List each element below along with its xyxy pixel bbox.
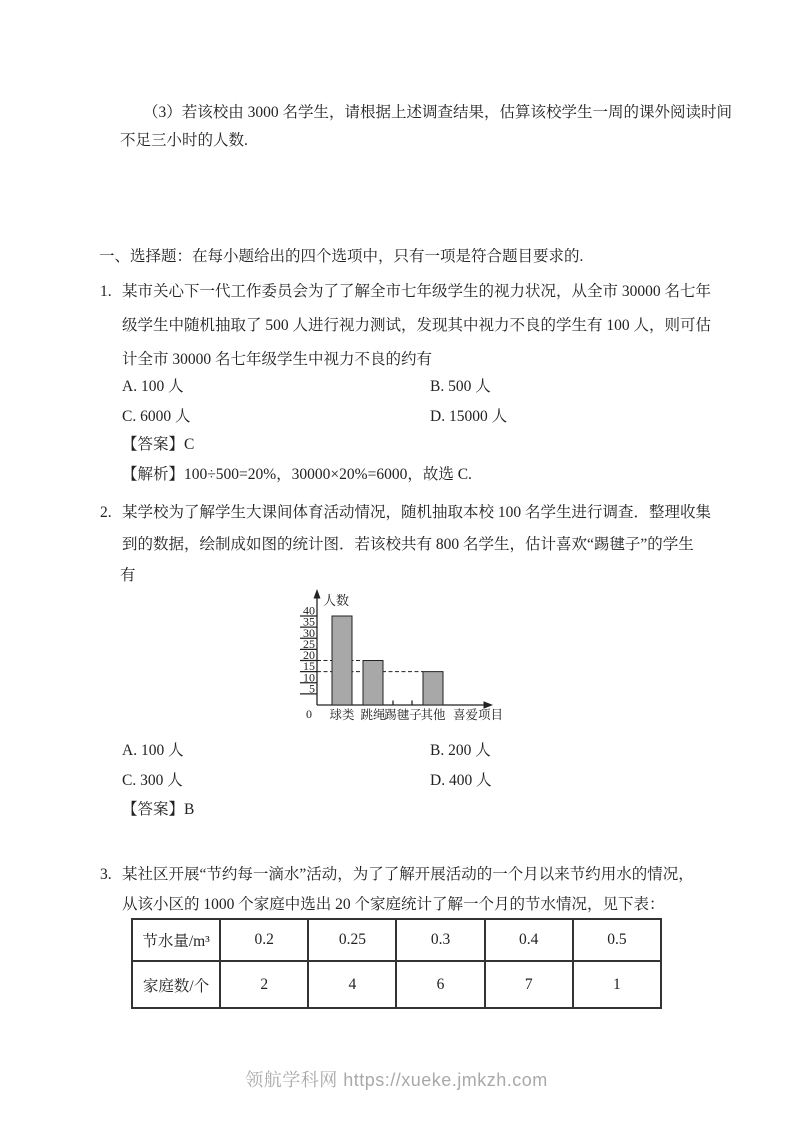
q1-answer	[122, 435, 194, 456]
table-header-cell: 家庭数/个	[132, 961, 220, 1008]
q2-line-2: 到的数据，绘制成如图的统计图．若该校共有 800 名学生，估计喜欢“踢毽子”的学生	[122, 536, 694, 553]
svg-text:喜爱项目: 喜爱项目	[452, 708, 504, 722]
svg-text:踢毽子: 踢毽子	[384, 708, 422, 722]
table-cell: 0.2	[220, 919, 308, 961]
footer-watermark: 领航学科网 https://xueke.jmkzh.com	[245, 1070, 548, 1090]
svg-text:人数: 人数	[323, 593, 350, 608]
activity-bar-chart	[285, 588, 505, 730]
q2-option-d: D. 400 人	[430, 772, 492, 789]
q3-line-2: 从该小区的 1000 个家庭中选出 20 个家庭统计了解一个月的节水情况，见下表：	[122, 896, 665, 913]
table-cell: 2	[220, 961, 308, 1008]
svg-text:跳绳: 跳绳	[360, 708, 386, 722]
svg-text:20: 20	[303, 648, 315, 662]
table-row	[132, 961, 661, 1008]
intro-line-2: 不足三小时的人数.	[120, 132, 248, 149]
svg-text:5: 5	[309, 681, 315, 696]
table-cell: 7	[485, 961, 573, 1008]
q2-answer	[122, 800, 194, 821]
q2-answer-value: B	[184, 801, 195, 818]
q1-analysis-label: 【解析】	[122, 466, 185, 483]
svg-text:球类: 球类	[329, 708, 355, 722]
q1-option-c: C. 6000 人	[122, 408, 191, 425]
q1-answer-label: 【答案】	[122, 436, 185, 453]
q2-answer-label: 【答案】	[122, 801, 185, 818]
q3-number: 3.	[100, 866, 112, 883]
q1-option-a: A. 100 人	[122, 378, 184, 395]
table-cell: 6	[396, 961, 484, 1008]
q2-option-c: C. 300 人	[122, 772, 183, 789]
q1-answer-value: C	[184, 436, 195, 453]
table-cell: 4	[308, 961, 396, 1008]
q2-option-a: A. 100 人	[122, 742, 184, 759]
q2-line-1: 某学校为了解学生大课间体育活动情况，随机抽取本校 100 名学生进行调查．整理收集	[122, 504, 712, 521]
section-header: 一、选择题：在每小题给出的四个选项中，只有一项是符合题目要求的.	[99, 248, 584, 265]
q3-line-1: 某社区开展“节约每一滴水”活动，为了了解开展活动的一个月以来节约用水的情况，	[122, 866, 694, 883]
svg-text:0: 0	[306, 707, 312, 721]
q2-number: 2.	[100, 504, 112, 521]
q2-option-b: B. 200 人	[430, 742, 491, 759]
svg-text:15: 15	[303, 659, 315, 674]
bar-chart-svg	[285, 588, 505, 730]
svg-text:35: 35	[303, 614, 315, 629]
intro-line-1: （3）若该校由 3000 名学生，请根据上述调查结果，估算该校学生一周的课外阅读时间	[143, 104, 733, 121]
svg-text:25: 25	[303, 636, 315, 651]
table-row	[132, 919, 661, 961]
svg-text:40: 40	[303, 603, 315, 618]
svg-text:其他: 其他	[420, 708, 446, 722]
table-cell: 0.5	[573, 919, 661, 961]
svg-text:10: 10	[303, 670, 315, 685]
table-cell: 0.3	[396, 919, 484, 961]
q1-analysis-text: 100÷500=20%，30000×20%=6000，故选 C.	[184, 466, 472, 483]
table-cell: 0.4	[485, 919, 573, 961]
q1-line-1: 某市关心下一代工作委员会为了了解全市七年级学生的视力状况，从全市 30000 名七年	[122, 283, 712, 300]
q1-line-3: 计全市 30000 名七年级学生中视力不良的约有	[122, 351, 433, 368]
q1-option-d: D. 15000 人	[430, 408, 508, 425]
table-cell: 1	[573, 961, 661, 1008]
q1-line-2: 级学生中随机抽取了 500 人进行视力测试，发现其中视力不良的学生有 100 人，则可估	[122, 317, 712, 334]
water-saving-table	[131, 918, 662, 1009]
q1-analysis	[122, 465, 472, 486]
q2-line-3: 有	[120, 567, 136, 584]
q1-number: 1.	[100, 283, 112, 300]
svg-text:30: 30	[303, 625, 315, 640]
q1-option-b: B. 500 人	[430, 378, 491, 395]
table-cell: 0.25	[308, 919, 396, 961]
table-header-cell: 节水量/m³	[132, 919, 220, 961]
